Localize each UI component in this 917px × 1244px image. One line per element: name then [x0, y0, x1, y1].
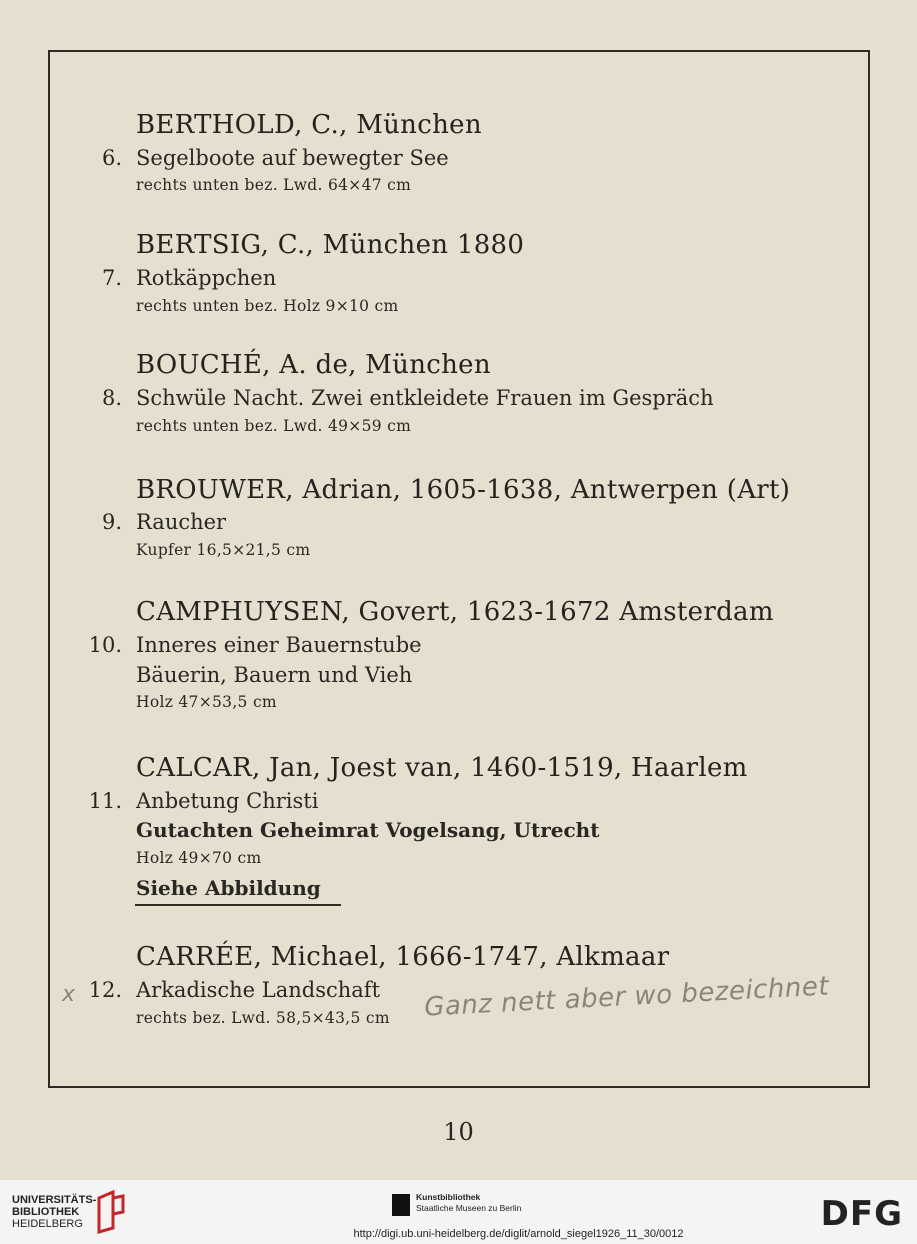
- page-number: 10: [443, 1118, 474, 1146]
- lot-title: Arkadische Landschaft: [136, 978, 381, 1002]
- artist-heading: BROUWER, Adrian, 1605-1638, Antwerpen (Art): [136, 475, 791, 505]
- expertise-note: Gutachten Geheimrat Vogelsang, Utrecht: [136, 818, 600, 842]
- artist-heading: BERTSIG, C., München 1880: [136, 230, 525, 260]
- kb-line-2: Staatliche Museen zu Berlin: [416, 1203, 522, 1213]
- lot-details: Holz 47×53,5 cm: [136, 693, 277, 711]
- lot-details: rechts unten bez. Lwd. 49×59 cm: [136, 417, 412, 435]
- lot-details: rechts unten bez. Holz 9×10 cm: [136, 297, 399, 315]
- lot-number: 9.: [101, 510, 122, 534]
- kunstbibliothek-logo-icon: [392, 1194, 410, 1216]
- lot-number: 6.: [101, 146, 122, 170]
- university-library-label: [12, 1194, 96, 1230]
- lot-details: rechts bez. Lwd. 58,5×43,5 cm: [136, 1009, 390, 1027]
- lot-number: 8.: [101, 386, 122, 410]
- lot-number: 10.: [88, 633, 122, 657]
- lot-subtitle: Bäuerin, Bauern und Vieh: [136, 663, 413, 687]
- artist-heading: BOUCHÉ, A. de, München: [136, 350, 491, 380]
- lot-number: 11.: [88, 789, 122, 813]
- digitization-footer: [0, 1180, 917, 1244]
- kunstbibliothek-label: [416, 1192, 521, 1214]
- lot-title: Rotkäppchen: [136, 266, 277, 290]
- artist-heading: CAMPHUYSEN, Govert, 1623-1672 Amsterdam: [136, 597, 774, 627]
- dfg-logo: DFG: [820, 1194, 903, 1234]
- lot-title: Raucher: [136, 510, 227, 534]
- handwritten-note: Ganz nett aber wo bezeichnet: [423, 971, 830, 1023]
- lot-details: rechts unten bez. Lwd. 64×47 cm: [136, 176, 412, 194]
- lot-number: 12.: [88, 978, 122, 1002]
- margin-mark: x: [62, 982, 76, 1007]
- lot-number: 7.: [101, 266, 122, 290]
- lot-title: Schwüle Nacht. Zwei entkleidete Frauen im Gespräch: [136, 386, 714, 410]
- illustration-reference: Siehe Abbildung: [136, 876, 321, 900]
- artist-heading: CALCAR, Jan, Joest van, 1460-1519, Haarlem: [136, 753, 748, 783]
- lot-title: Inneres einer Bauernstube: [136, 633, 422, 657]
- lot-details: Kupfer 16,5×21,5 cm: [136, 541, 311, 559]
- source-url[interactable]: http://digi.ub.uni-heidelberg.de/diglit/arnold_siegel1926_11_30/0012: [353, 1228, 684, 1240]
- illustration-underline: [135, 904, 341, 906]
- page-frame: [48, 50, 870, 1088]
- lot-title: Anbetung Christi: [136, 789, 319, 813]
- artist-heading: BERTHOLD, C., München: [136, 110, 482, 140]
- lot-title: Segelboote auf bewegter See: [136, 146, 449, 170]
- university-line-2: BIBLIOTHEK: [12, 1206, 80, 1218]
- artist-heading: CARRÉE, Michael, 1666-1747, Alkmaar: [136, 942, 670, 972]
- kb-line-1: Kunstbibliothek: [416, 1192, 481, 1202]
- university-line-1: UNIVERSITÄTS-: [12, 1194, 97, 1206]
- university-line-3: HEIDELBERG: [12, 1218, 83, 1230]
- lot-details: Holz 49×70 cm: [136, 849, 262, 867]
